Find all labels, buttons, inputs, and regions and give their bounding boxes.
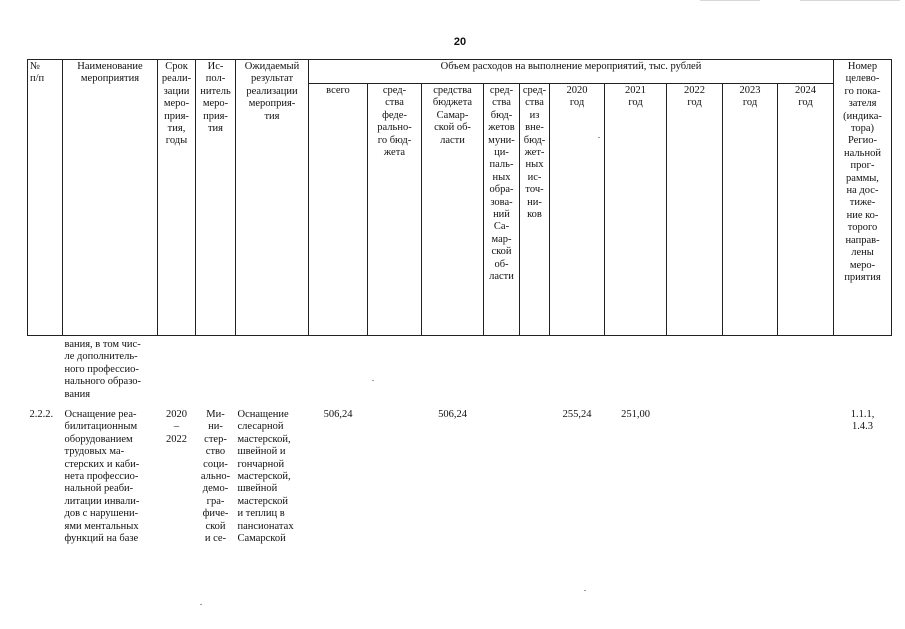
scan-speck: [200, 604, 202, 605]
row-total: 506,24: [323, 409, 353, 420]
subheader-total: всего: [309, 84, 368, 336]
row-extrabudget: [520, 408, 550, 546]
subheader-2020: 2020 год: [550, 84, 605, 336]
row-indicator: 1.1.1, 1.4.3: [850, 409, 875, 433]
row-2020: 255,24: [562, 409, 592, 420]
row-2023: [723, 408, 778, 546]
header-expenses-group: Объем расходов на выполнение мероприятий, тыс. рублей: [309, 60, 834, 84]
scan-edge-line: [700, 0, 760, 1]
subheader-federal: сред- ства феде- рально- го бюд- жета: [368, 84, 422, 336]
subheader-2022: 2022 год: [667, 84, 723, 336]
continuation-row: [28, 336, 892, 409]
table-row: [28, 408, 892, 546]
row-number: 2.2.2.: [29, 409, 54, 420]
subheader-extrabudget: сред- ства из вне- бюд- жет- ных ис- точ- ни- ков: [520, 84, 550, 336]
row-regional: 506,24: [438, 409, 467, 420]
row-municipal: [484, 408, 520, 546]
row-result: Оснащение слесарной мастерской, швейной и гончарной мастерской, швейной мастерской и теплиц в пансионатах Самарской: [237, 409, 294, 545]
row-2022: [667, 408, 723, 546]
header-name: Наименование мероприятия: [63, 60, 158, 336]
header-executor: Ис- пол- нитель меро- прия- тия: [196, 60, 236, 336]
scan-speck: [372, 380, 374, 381]
header-indicator: Номер целево- го пока- зателя (индика- тора) Регио- нальной прог- раммы, на дос- тиже- ние ко- торого направ- лены меро- приятия: [834, 60, 892, 336]
subheader-2024: 2024 год: [778, 84, 834, 336]
header-term: Срок реали- зации меро- прия- тия, годы: [158, 60, 196, 336]
scan-speck: [598, 137, 600, 138]
scan-edge-line: [800, 0, 900, 1]
row-federal: [368, 408, 422, 546]
subheader-2023: 2023 год: [723, 84, 778, 336]
subheader-municipal: сред- ства бюд- жетов муни- ци- паль- ных обра- зова- ний Са- мар- ской об- ласти: [484, 84, 520, 336]
continuation-text: вания, в том чис- ле дополнитель- ного профессио- нального образо- вания: [64, 339, 142, 400]
row-2021: 251,00: [621, 409, 650, 420]
subheader-regional: средства бюджета Самар- ской об- ласти: [422, 84, 484, 336]
row-executor: Ми- ни- стер- ство соци- ально- демо- гра- фиче- ской и се-: [200, 409, 231, 545]
scan-speck: [584, 590, 586, 591]
expenses-table: [27, 59, 892, 546]
row-term: 2020 – 2022: [166, 409, 187, 445]
row-name: Оснащение реа- билитационным оборудованием трудовых ма- стерских и каби- нета профессио- нальной реаби- литации инвали- дов с нарушени- ями ментальных функций на базе: [64, 409, 140, 545]
header-result: Ожидаемый результат реализации мероприя- тия: [236, 60, 309, 336]
subheader-2021: 2021 год: [605, 84, 667, 336]
header-number: № п/п: [28, 60, 63, 336]
page-number: 20: [453, 36, 467, 48]
row-2024: [778, 408, 834, 546]
table-header-row: [28, 60, 892, 84]
